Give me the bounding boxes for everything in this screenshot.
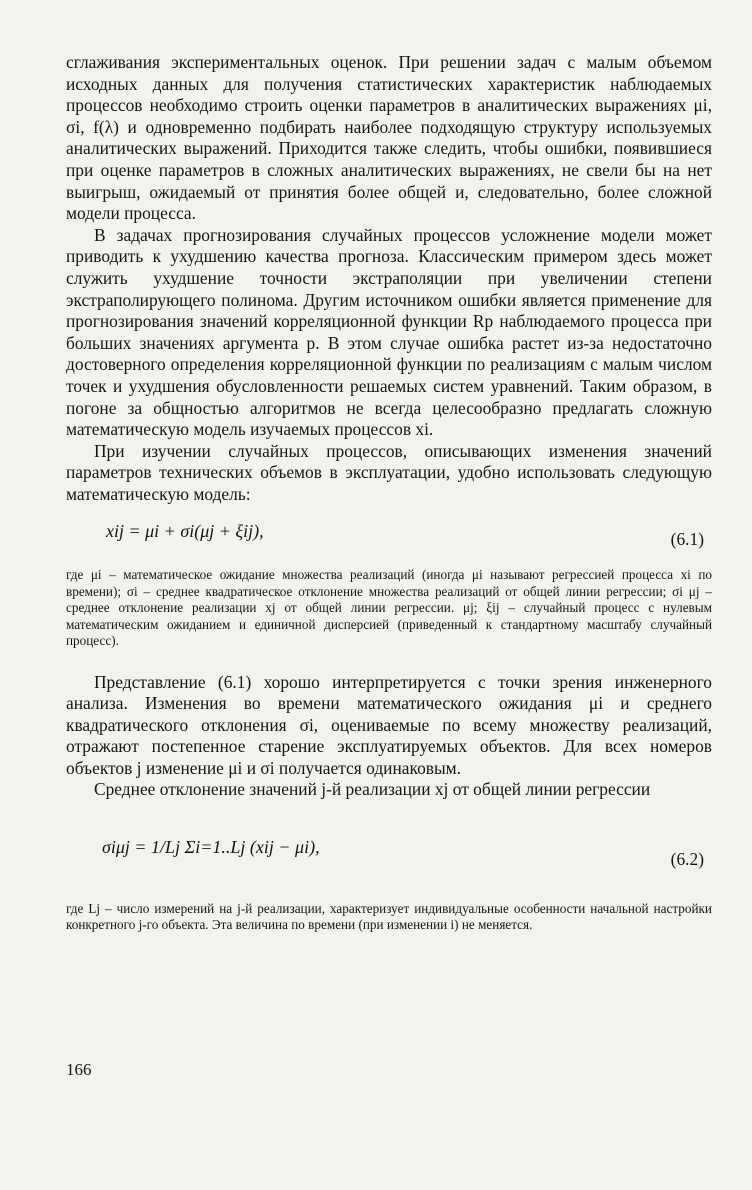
paragraph: В задачах прогнозирования случайных процессов усложнение модели может приводить к ухудшению качества прогноза. Классическим примером здесь может служить ухудшение точности экстраполяции при увеличении степени экстраполирующего полинома. Другим источником ошибки является применение для прогнозирования значений корреляционной функции Rp наблюдаемого процесса при больших значениях аргумента p. В этом случае ошибка растет из-за недостаточно достоверного определения корреляционной функции по реализациям с малым числом точек и ухудшения обусловленности решаемых систем уравнений. Таким образом, в погоне за общностью алгоритмов не всегда целесообразно предлагать сложную математическую модель изучаемых процессов xi. (66, 224, 712, 440)
equation-expression: xij = μi + σi(μj + ξij), (106, 521, 264, 542)
paragraph: Представление (6.1) хорошо интерпретируется с точки зрения инженерного анализа. Изменения во времени математического ожидания μi и среднего квадратического отклонения σi, оцениваемые по всему множеству реализаций, отражают постепенное старение эксплуатируемых объектов. Для всех номеров объектов j изменение μi и σi получается одинаковым. (66, 671, 712, 778)
footnote: где μi – математическое ожидание множества реализаций (иногда μi называют регрессией процесса xi по времени); σi – среднее квадратическое отклонение множества реализаций от общей линии регрессии; σi μj – среднее отклонение реализации xj от общей линии регрессии. μj; ξij – случайный процесс с нулевым математическим ожиданием и единичной дисперсией (приведенный к стандартному масштабу случайный процесс). (66, 567, 712, 649)
equation-6-2 (66, 815, 712, 893)
equation-expression: σiμj = 1/Lj Σi=1..Lj (xij − μi), (102, 837, 320, 858)
paragraph: сглаживания экспериментальных оценок. При решении задач с малым объемом исходных данных для получения статистических характеристик наблюдаемых процессов необходимо строить оценки параметров в аналитических выражениях μi, σi, f(λ) и одновременно подбирать наиболее подходящую структуру используемых аналитических выражений. Приходится также следить, чтобы ошибки, появившиеся при оценке параметров в сложных аналитических выражениях, не свели бы на нет выигрыш, ожидаемый от принятия более общей и, следовательно, более сложной модели процесса. (66, 52, 712, 224)
page-number: 166 (66, 1060, 92, 1079)
paragraph: При изучении случайных процессов, описывающих изменения значений параметров технических объемов в эксплуатации, удобно использовать следующую математическую модель: (66, 440, 712, 504)
equation-number: (6.1) (670, 529, 704, 550)
paragraph: Среднее отклонение значений j-й реализации xj от общей линии регрессии (94, 779, 651, 800)
equation-number: (6.2) (670, 849, 704, 870)
equation-6-1 (66, 515, 712, 559)
footnote: где Lj – число измерений на j-й реализации, характеризует индивидуальные особенности начальной настройки конкретного j-го объекта. Эта величина по времени (при изменении i) не меняется. (66, 901, 712, 933)
